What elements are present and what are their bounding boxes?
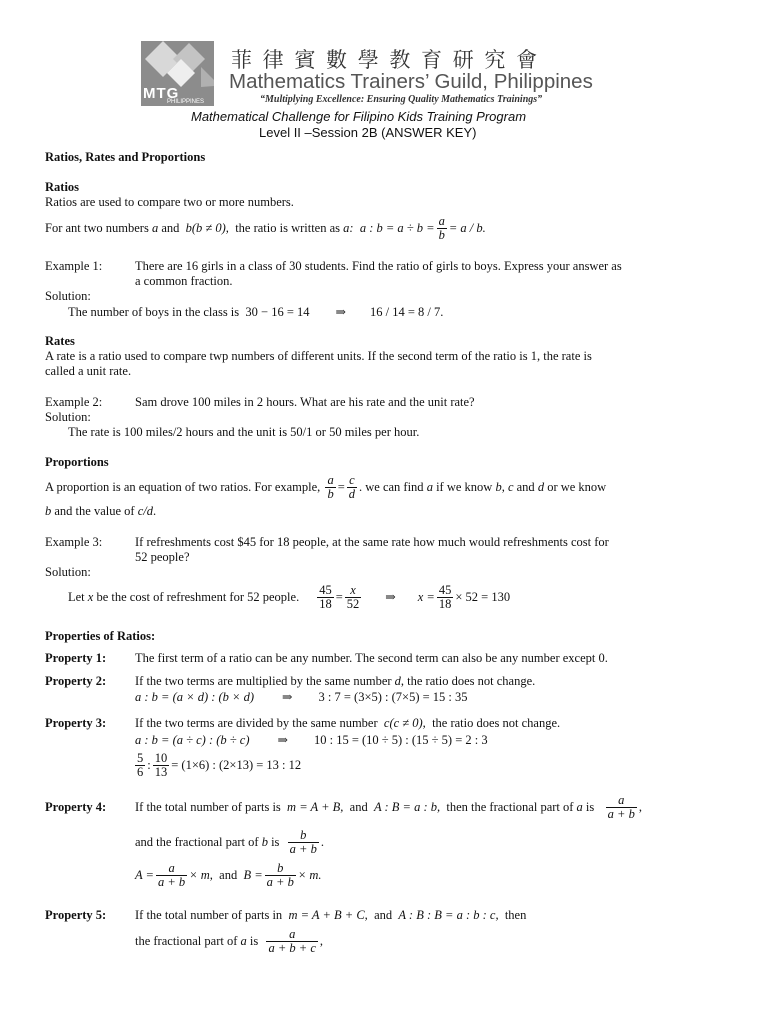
example2-solution: The rate is 100 miles/2 hours and the unit is 50/1 or 50 miles per hour. bbox=[68, 425, 420, 439]
frac-den: 52 bbox=[346, 596, 360, 611]
times-m: × m, bbox=[189, 867, 213, 882]
property2-text-b: , the ratio does not change. bbox=[400, 674, 536, 688]
example1-label: Example 1: bbox=[45, 259, 103, 273]
org-motto: “Multiplying Excellence: Ensuring Quality Mathematics Trainings” bbox=[260, 94, 543, 105]
property5-line1 bbox=[135, 908, 526, 923]
frac-45-18-b bbox=[437, 584, 454, 611]
ratio-frac-den: b bbox=[438, 227, 445, 242]
program-title: Mathematical Challenge for Filipino Kids Training Program bbox=[191, 109, 527, 124]
is-word: is bbox=[249, 933, 259, 948]
frac-num: a bbox=[606, 794, 637, 808]
example2-text: Sam drove 100 miles in 2 hours. What are his rate and the unit rate? bbox=[135, 395, 475, 409]
property4-line2 bbox=[135, 825, 324, 859]
proportions-line1 bbox=[45, 471, 606, 503]
property1-label: Property 1: bbox=[45, 651, 107, 665]
ratios-line1: Ratios are used to compare two or more numbers. bbox=[45, 195, 294, 209]
property2-text bbox=[135, 674, 535, 689]
frac-den: 13 bbox=[154, 764, 168, 779]
example1-sol-result: 16 / 14 = 8 / 7. bbox=[370, 305, 444, 319]
frac-5-6 bbox=[135, 752, 145, 779]
property3-example2-tail: = (1×6) : (2×13) = 13 : 12 bbox=[171, 757, 302, 772]
B-equals: B = bbox=[243, 867, 263, 882]
property3-example: 10 : 15 = (10 ÷ 5) : (15 ÷ 5) = 2 : 3 bbox=[313, 733, 488, 747]
frac-num: b bbox=[288, 829, 319, 843]
property2-formula-line bbox=[135, 689, 468, 705]
ratio-equation: A : B : B = a : b : c, bbox=[398, 908, 499, 922]
frac-den: a + b + c bbox=[268, 940, 316, 955]
frac-den: a + b bbox=[266, 874, 294, 889]
var-b: b bbox=[261, 834, 268, 849]
example1-solution-label: Solution: bbox=[45, 289, 91, 303]
property3-text-b: the ratio does not change. bbox=[432, 716, 561, 730]
implies-symbol: ⇒ bbox=[277, 733, 288, 747]
property2-example: 3 : 7 = (3×5) : (7×5) = 15 : 35 bbox=[318, 690, 468, 704]
frac-a-over-abc bbox=[266, 928, 317, 955]
proportions-heading: Proportions bbox=[45, 455, 109, 469]
colon: : bbox=[147, 757, 151, 772]
proportions-line2 bbox=[45, 504, 156, 519]
property2-label: Property 2: bbox=[45, 674, 107, 688]
property4-line3 bbox=[135, 857, 322, 893]
frac-num: b bbox=[265, 862, 296, 876]
frac-num: 10 bbox=[154, 750, 168, 765]
properties-heading: Properties of Ratios: bbox=[45, 629, 156, 643]
property3-text-a: If the two terms are divided by the same number bbox=[135, 716, 378, 730]
frac-num: a bbox=[327, 472, 334, 487]
frac-den: b bbox=[327, 486, 334, 501]
example1-sol-text: The number of boys in the class is bbox=[68, 305, 240, 319]
comma: , bbox=[319, 933, 324, 948]
property5-line2 bbox=[135, 924, 323, 958]
session-title: Level II –Session 2B (ANSWER KEY) bbox=[259, 125, 477, 140]
example3-text2: 52 people? bbox=[135, 550, 190, 564]
example2-label: Example 2: bbox=[45, 395, 103, 409]
example3-sol-text: be the cost of refreshment for 52 people. bbox=[96, 589, 300, 604]
property3-text bbox=[135, 716, 560, 731]
frac-den: a + b bbox=[607, 806, 635, 821]
example3-solution-label: Solution: bbox=[45, 565, 91, 579]
frac-den: a + b bbox=[157, 874, 186, 889]
logo-subtext: PHILIPPINES bbox=[167, 99, 205, 105]
property4-label: Property 4: bbox=[45, 800, 107, 814]
property5-label: Property 5: bbox=[45, 908, 107, 922]
m-equation: m = A + B + C, bbox=[288, 908, 368, 922]
and-word: and bbox=[219, 867, 238, 882]
example1-solution bbox=[68, 304, 443, 320]
var-a: a bbox=[240, 933, 247, 948]
x-equals: x = bbox=[417, 589, 435, 604]
property1-text: The first term of a ratio can be any number. The second term can also be any number except 0. bbox=[135, 651, 608, 665]
var-b: b bbox=[45, 504, 52, 518]
var-a: a bbox=[426, 479, 433, 494]
ratio-equation: A : B = a : b, bbox=[373, 799, 441, 814]
comma: , bbox=[638, 799, 642, 814]
implies-symbol: ⇒ bbox=[282, 690, 293, 704]
example3-label: Example 3: bbox=[45, 535, 103, 549]
frac-den: d bbox=[348, 486, 355, 501]
var-cd: c/d bbox=[137, 504, 153, 518]
frac-num: 45 bbox=[319, 582, 332, 597]
ratio-fraction bbox=[437, 215, 447, 242]
property4-text-b: then the fractional part of bbox=[446, 799, 574, 814]
property3-formula: a : b = (a ÷ c) : (b ÷ c) bbox=[135, 733, 250, 747]
frac-num: x bbox=[345, 584, 362, 598]
then-word: then bbox=[504, 908, 527, 922]
period: . bbox=[152, 504, 157, 518]
frac-den: 6 bbox=[137, 764, 144, 779]
rates-line2: called a unit rate. bbox=[45, 364, 132, 378]
frac-num: 45 bbox=[438, 582, 452, 597]
rates-line1: A rate is a ratio used to compare twp numbers of different units. If the second term of the ratio is 1, the rate is bbox=[45, 349, 592, 363]
var-b: b bbox=[495, 479, 502, 494]
ratios-text-b: the ratio is written as bbox=[235, 220, 341, 235]
property2-formula: a : b = (a × d) : (b × d) bbox=[135, 690, 255, 704]
property3-formula-line bbox=[135, 732, 488, 748]
frac-den: 18 bbox=[319, 596, 332, 611]
var-a-colon: a: bbox=[343, 220, 354, 235]
proportions-text-a: A proportion is an equation of two ratios. For example, bbox=[45, 479, 321, 494]
frac-10-13 bbox=[153, 752, 170, 779]
frac-den: 18 bbox=[438, 596, 452, 611]
frac-den: a + b bbox=[289, 841, 317, 856]
main-title: Ratios, Rates and Proportions bbox=[45, 150, 206, 164]
example1-sol-math: 30 − 16 = 14 bbox=[245, 305, 310, 319]
ratio-formula-right: = a / b. bbox=[448, 220, 486, 235]
frac-45-18 bbox=[317, 584, 334, 611]
frac-a-over-ab bbox=[606, 794, 637, 821]
frac-num: 5 bbox=[137, 750, 144, 765]
is-word: is bbox=[271, 834, 280, 849]
logo-text: MTG bbox=[143, 85, 180, 102]
frac-num: c bbox=[347, 474, 357, 488]
example1-text2: a common fraction. bbox=[135, 274, 233, 288]
var-d: d bbox=[537, 479, 545, 494]
c-condition: c(c ≠ 0), bbox=[383, 716, 426, 730]
example3-result: × 52 = 130 bbox=[455, 589, 511, 604]
and-word: and bbox=[374, 908, 393, 922]
frac-b-over-ab-2 bbox=[265, 862, 296, 889]
let-word: Let bbox=[68, 589, 85, 604]
property4-line2-text: and the fractional part of bbox=[135, 834, 259, 849]
property4-line1 bbox=[135, 790, 642, 824]
period: . bbox=[320, 834, 324, 849]
example1-text1: There are 16 girls in a class of 30 students. Find the ratio of girls to boys. Express your answer as bbox=[135, 259, 622, 273]
ratios-line2 bbox=[45, 213, 486, 243]
var-d: d bbox=[394, 674, 401, 688]
property3-example2 bbox=[133, 749, 301, 781]
frac-x-52 bbox=[345, 584, 362, 611]
or-we-know: or we know bbox=[547, 479, 607, 494]
frac-b-over-ab bbox=[288, 829, 319, 856]
and-word: and bbox=[349, 799, 368, 814]
example3-text1: If refreshments cost $45 for 18 people, at the same rate how much would refreshments cost for bbox=[135, 535, 609, 549]
property5-line2-text: the fractional part of bbox=[135, 933, 238, 948]
frac-a-over-ab-2 bbox=[156, 862, 187, 889]
is-word: is bbox=[585, 799, 595, 814]
property2-text-a: If the two terms are multiplied by the same number bbox=[135, 674, 392, 688]
comma: , bbox=[501, 479, 505, 494]
frac-num: a bbox=[156, 862, 187, 876]
org-name: Mathematics Trainers’ Guild, Philippines bbox=[229, 70, 593, 93]
implies-symbol: ⇒ bbox=[335, 305, 346, 319]
rates-heading: Rates bbox=[45, 334, 75, 348]
ratio-formula-left: a : b = a ÷ b = bbox=[359, 220, 435, 235]
property4-text-a: If the total number of parts is bbox=[135, 799, 281, 814]
frac-num: a bbox=[266, 928, 317, 942]
if-we-know: if we know bbox=[436, 479, 493, 494]
m-equation: m = A + B, bbox=[287, 799, 344, 814]
prop-frac-cd bbox=[347, 474, 357, 501]
example2-solution-label: Solution: bbox=[45, 410, 91, 424]
A-equals: A = bbox=[135, 867, 154, 882]
b-condition: b(b ≠ 0), bbox=[185, 220, 229, 235]
and-word: and bbox=[161, 220, 180, 235]
var-x: x bbox=[87, 589, 94, 604]
var-a: a bbox=[151, 220, 159, 235]
implies-symbol: ⇒ bbox=[385, 590, 396, 604]
property3-label: Property 3: bbox=[45, 716, 107, 730]
chinese-title: 菲 律 賓 數 學 教 育 研 究 會 bbox=[231, 48, 540, 72]
ratios-text-a: For ant two numbers bbox=[45, 220, 149, 235]
ratios-heading: Ratios bbox=[45, 180, 80, 194]
times-m: × m. bbox=[297, 867, 322, 882]
var-c: c bbox=[507, 479, 514, 494]
example3-solution: Let x be the cost of refreshment for 52 people. $\frac{45}{18}$ = $\frac{x}{52}$ ⇒ x = $\frac{45}{18}$ × 52 = 130 bbox=[68, 582, 511, 611]
proportions-text-b: . we can find bbox=[359, 479, 424, 494]
and-word: and bbox=[516, 479, 535, 494]
var-a: a bbox=[576, 799, 583, 814]
prop-frac-ab bbox=[325, 474, 335, 501]
ratio-frac-num: a bbox=[438, 213, 445, 228]
proportions-line2-text: and the value of bbox=[54, 504, 135, 518]
equals-sign: = bbox=[337, 479, 345, 494]
mtg-logo bbox=[141, 41, 214, 106]
property5-text-a: If the total number of parts in bbox=[135, 908, 283, 922]
